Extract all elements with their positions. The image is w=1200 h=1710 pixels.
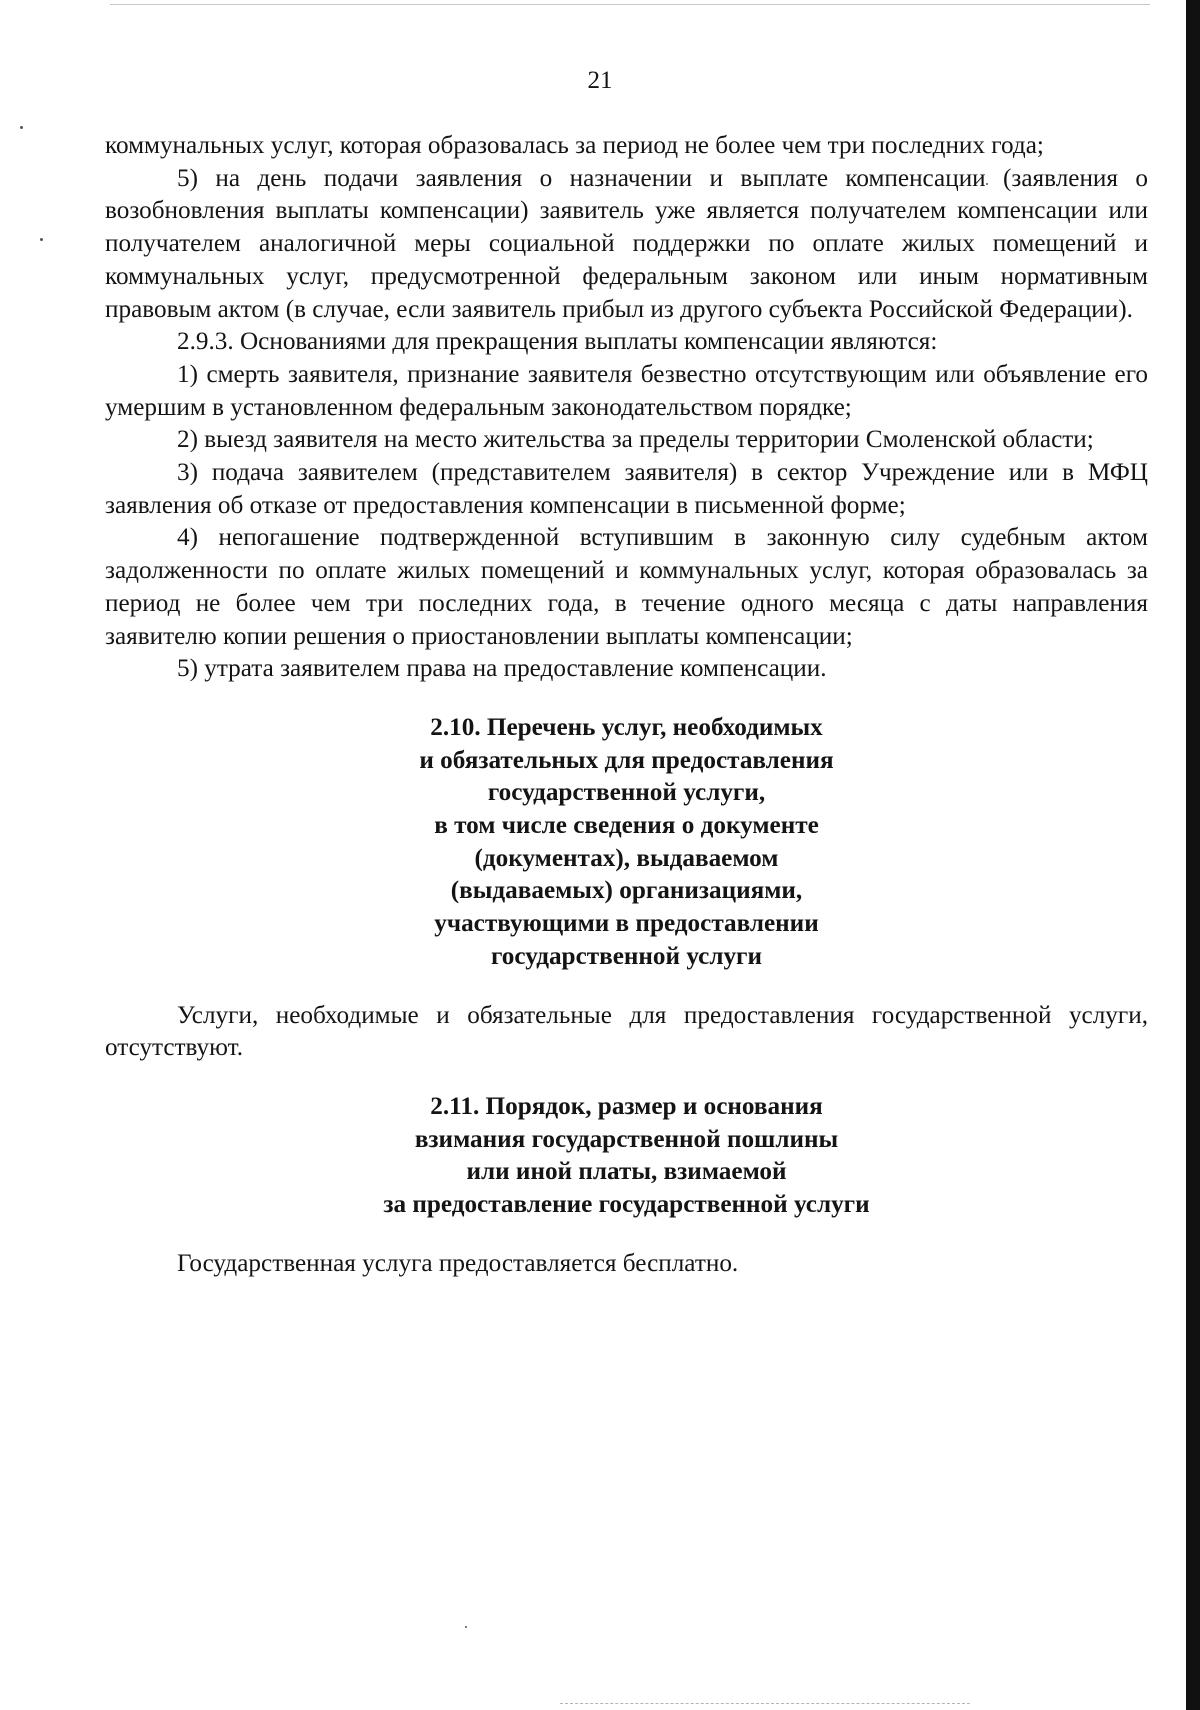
document-body bbox=[105, 130, 1148, 1281]
section-heading-2-10 bbox=[105, 712, 1148, 974]
section-2-10-body: Услуги, необходимые и обязательные для предоставления государственной услуги, отсутствуют. bbox=[105, 1001, 1148, 1062]
scan-binder-edge bbox=[1186, 0, 1200, 1710]
paragraph: 2.9.3. Основаниями для прекращения выплаты компенсации являются: bbox=[177, 328, 938, 356]
section-2-11-body: Государственная услуга предоставляется бесплатно. bbox=[177, 1249, 739, 1277]
heading-line: в том числе сведения о документе bbox=[434, 812, 819, 840]
heading-line: или иной платы, взимаемой bbox=[466, 1158, 787, 1186]
scan-top-line bbox=[110, 4, 1150, 5]
paragraph: 4) непогашение подтвержденной вступившим в законную силу судебным актом задолженности по оплате жилых помещений и коммунальных услуг, которая образовалась за период не более чем три последних года, в течение одного месяца с даты направления заявителю копии решения о приостановлении выплаты компенсации; bbox=[105, 524, 1148, 650]
heading-line: государственной услуги, bbox=[487, 779, 766, 807]
paragraph: 3) подача заявителем (представителем заявителя) в сектор Учреждение или в МФЦ заявления об отказе от предоставления компенсации в письменной форме; bbox=[105, 459, 1148, 519]
scan-speck bbox=[40, 238, 43, 241]
scan-speck bbox=[20, 126, 23, 129]
paragraph: 5) утрата заявителем права на предоставление компенсации. bbox=[177, 655, 827, 683]
heading-line: 2.10. Перечень услуг, необходимых bbox=[430, 713, 823, 741]
heading-line: за предоставление государственной услуги bbox=[383, 1191, 870, 1219]
paragraph: 5) на день подачи заявления о назначении и выплате компенсации (заявления о возобновления выплаты компенсации) заявитель уже является получателем компенсации или получателем аналогичной меры социальной поддержки по оплате жилых помещений и коммунальных услуг, предусмотренной федеральным законом или иным нормативным правовым актом (в случае, если заявитель прибыл из другого субъекта Российской Федерации). bbox=[105, 164, 1148, 323]
heading-line: и обязательных для предоставления bbox=[419, 746, 834, 774]
heading-line: 2.11. Порядок, размер и основания bbox=[430, 1092, 823, 1120]
scan-speck bbox=[465, 1626, 467, 1628]
heading-line: (выдаваемых) организациями, bbox=[450, 877, 803, 905]
page-number: 21 bbox=[587, 67, 613, 94]
heading-line: государственной услуги bbox=[490, 942, 763, 970]
heading-line: (документах), выдаваемом bbox=[474, 844, 779, 872]
section-heading-2-11 bbox=[105, 1091, 1148, 1222]
paragraph: 2) выезд заявителя на место жительства за пределы территории Смоленской области; bbox=[177, 426, 1094, 454]
paragraph: коммунальных услуг, которая образовалась за период не более чем три последних года; bbox=[105, 132, 1044, 159]
heading-line: взимания государственной пошлины bbox=[414, 1125, 839, 1153]
scan-bottom-line bbox=[560, 1703, 970, 1704]
paragraph: 1) смерть заявителя, признание заявителя безвестно отсутствующим или объявление его умершим в установленном федеральным законодательством порядке; bbox=[105, 360, 1148, 421]
heading-line: участвующими в предоставлении bbox=[434, 910, 819, 938]
